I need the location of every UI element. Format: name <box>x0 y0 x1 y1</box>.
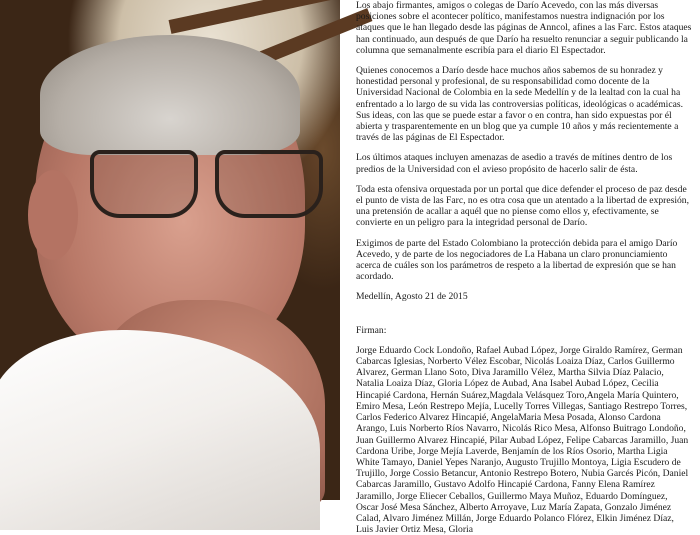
paragraph: Quienes conocemos a Darío desde hace muchos años sabemos de su honradez y honestidad personal y profesional, de su responsabilidad como docente de la Universidad Nacional de Colombia en la sede Medellín y de la lealtad con la cual ha enfrentado a lo largo de su vida las controversias políticas, ideológicas o académicas. Sus ideas, con las que se puede estar a favor o en contra, han sido expuestas por él abierta y trasparentemente en un blog que ya cumple 10 años y más recientemente a través de las páginas de El Espectador. <box>356 65 683 144</box>
portrait-photo <box>0 0 340 500</box>
paragraph: Toda esta ofensiva orquestada por un portal que dice defender el proceso de paz desde el punto de vista de las Farc, no es otra cosa que un atentado a la libertad de expresión, una pretensión de acallar a aquél que no piense como ellos y, efectivamente, se convierte en un peligro para la integridad personal de Darío. <box>356 183 690 229</box>
hair <box>40 35 300 155</box>
paragraph: Exigimos de parte del Estado Colombiano la protección debida para el amigo Darío Acevedo, y de parte de los negociadores de La Habana un claro pronunciamiento acerca de cuáles son los parámetros de respeto a la libertad de expresión que se han acordado. <box>356 237 678 283</box>
paragraph: Los últimos ataques incluyen amenazas de asedio a través de mítines dentro de los predios de la Universidad con el avieso propósito de hacerlo salir de ésta. <box>356 152 673 175</box>
signers-heading: Firman: <box>356 324 387 336</box>
place-date: Medellín, Agosto 21 de 2015 <box>356 291 468 303</box>
glasses-lens-right <box>215 150 323 218</box>
signers-list: Jorge Eduardo Cock Londoño, Rafael Aubad López, Jorge Giraldo Ramírez, German Cabarcas Iglesias, Norberto Vélez Escobar, Nicolás Loaiza Díaz, Carlos Guillermo Alvarez, German Llano Soto, Diva Jaramillo Vélez, Martha Silvia Díaz Palacio, Natalia Loaiza Díaz, Gloria López de Aubad, Ana Isabel Aubad López, Cecilia Hincapié Cardona, Hernán Suárez,Magdala Velásquez Toro,Angela María Quintero, Emiro Mesa, León Restrepo Mejía, Lucelly Torres Villegas, Santiago Restrepo Torres, Carlos Federico Alvarez Hincapié, AngelaMaria Mesa Posada, Alonso Cardona Arango, Luis Norberto Ríos Navarro, Nicolás Rico Mesa, Alfonso Buitrago Londoño, Juan Guillermo Alvarez Hincapié, Pilar Aubad López, Felipe Cabarcas Jaramillo, Juan Cardona Uribe, Jorge Mejía Laverde, Benjamín de los Ríos Osorio, Martha Ligia White Tamayo, Daniel Yepes Naranjo, Augusto Trujillo Montoya, Ligia Escudero de Trujillo, Jorge Cossio Betancur, Antonio Restrepo Botero, Nubia Garcés Picón, Daniel Cabarcas Jaramillo, Gustavo Adolfo Hincapié Cardona, Fanny Elena Ramírez Jaramillo, Jorge Eliecer Ceballos, Guillermo Maya Muñoz, Eduardo Domínguez, Oscar José Mesa Sánchez, Alberto Arroyave, Luz María Zapata, Gonzalo Jiménez Calad, Alvaro Jiménez Millán, Jorge Eduardo Polanco Flórez, Elkin Jiménez Díaz, Luis Javier Ortiz Mesa, Gloria <box>356 344 689 535</box>
ear <box>28 170 78 260</box>
letter-text <box>356 0 692 535</box>
glasses-lens-left <box>90 150 198 218</box>
paragraph: Los abajo firmantes, amigos o colegas de Darío Acevedo, con las más diversas posiciones sobre el acontecer político, manifestamos nuestra indignación por los ataques que le han llegado desde las páginas de Anncol, afines a las Farc. Estos ataques han continuado, aun después de que Darío ha resuelto renunciar a seguir publicando la columna que semanalmente escribía para el diario El Espectador. <box>356 0 692 56</box>
